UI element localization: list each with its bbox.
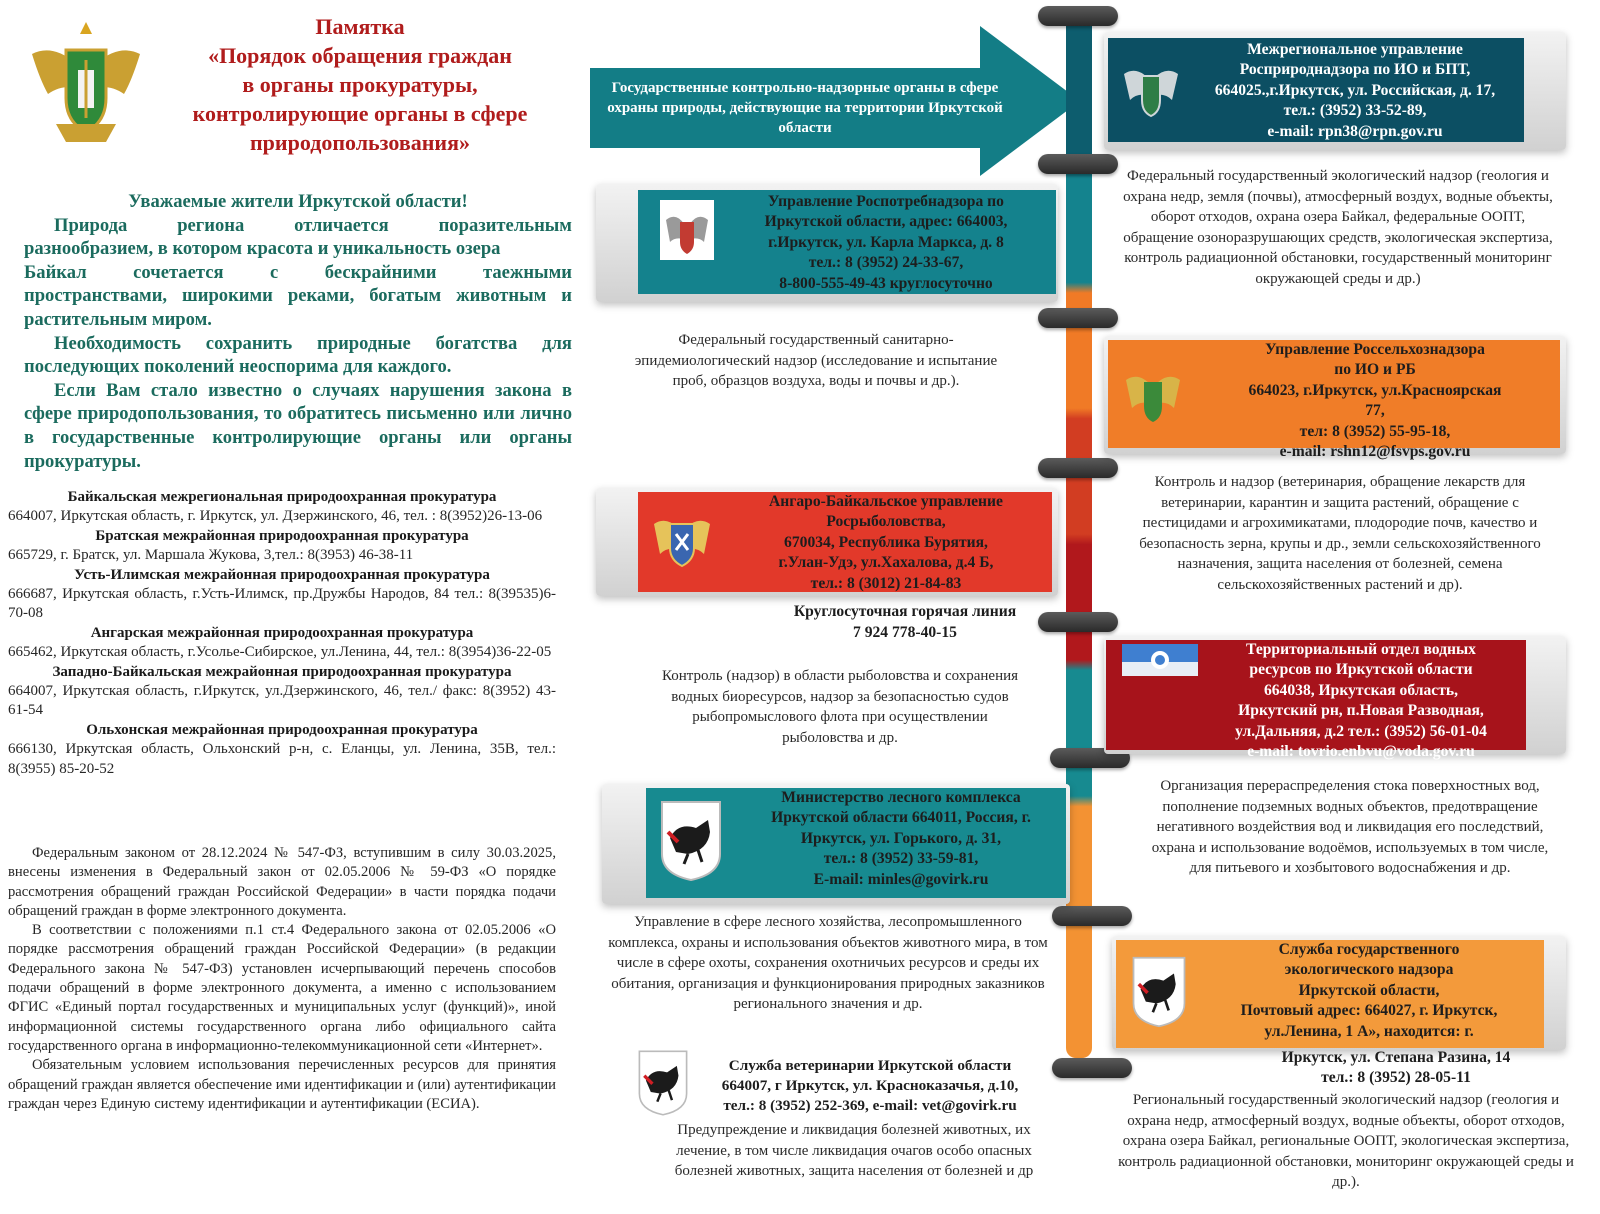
card-line: экологического надзора (1284, 961, 1454, 979)
greeting-paragraph: Необходимость сохранить природные богатства для последующих поколений неоспорима для каждого. (24, 332, 572, 378)
timeline-peg (1052, 906, 1132, 926)
timeline-peg (1038, 154, 1118, 174)
greeting-line (24, 214, 572, 238)
card-text (728, 492, 1044, 594)
card-line: ул.Ленина, 1 А», находится: г. (1264, 1022, 1474, 1040)
card-line: Росрыболовства, (826, 513, 946, 531)
law-paragraph: Федеральным законом от 28.12.2024 № 547-ФЗ, вступившим в силу 30.03.2025, внесены изменения в Федеральный закон от 02.05.2006 № 59-ФЗ «О порядке рассмотрения обращений граждан Российской Федерации» в части порядка подачи обращений граждан в форме электронного документа. (8, 845, 556, 919)
water-resources-description: Организация перераспределения стока поверхностных вод, пополнение подземных водных объектов, предотвращение негативного воздействия вод и ликвидация его последствий, охрана и использование водоёмов, используемых в том числе, для питьевого и хозбытового водоснабжения и др. (1151, 778, 1549, 877)
card-line: тел.: 8 (3952) 24-33-67, (808, 254, 964, 272)
card-line: Иркутской области, адрес: 664003, (764, 213, 1008, 231)
prosecutor-item (8, 721, 556, 779)
title-line: Памятка (315, 14, 405, 39)
law-paragraph: Обязательным условием использования перечисленных ресурсов для принятия обращений граждан является обеспечение ими идентификации и (или) аутентификации граждан через Единую систему идентификации и аутентификации (ЕСИА). (8, 1057, 556, 1112)
prosecutor-item (8, 527, 556, 566)
card-line: Почтовый адрес: 664027, г. Иркутск, (1240, 1002, 1498, 1020)
card-line: Ангаро-Байкальское управление (769, 493, 1003, 510)
card-line: Управление Роспотребнадзора по (768, 193, 1004, 210)
prosecutor-name: Усть-Илимская межрайонная природоохранная прокуратура (74, 566, 490, 583)
vet-service-card (680, 1056, 1060, 1117)
card-text (1204, 340, 1546, 462)
card-line: тел.: 8 (3952) 33-59-81, (823, 850, 979, 868)
eco-supervision-description: Региональный государственный экологический надзор (геология и охрана недр, атмосферный воздух, водные объекты, оборот отходов, охрана озера Байкал, региональные ООПТ, экологическая экспертиза, контроль радиационной обстановки, мониторинг окружающей среды и др.). (1118, 1092, 1574, 1191)
card-forest-ministry (646, 788, 1066, 898)
prosecutor-item (8, 488, 556, 527)
rospotrebnadzor-description: Федеральный государственный санитарно-эпидемиологический надзор (исследование и испытание проб, образцов воздуха, воды и почвы и др.). (634, 332, 998, 390)
forest-ministry-description: Управление в сфере лесного хозяйства, лесопромышленного комплекса, охраны и использования объектов животного мира, в том числе в сфере охоты, сохранения охотничьих ресурсов и среды их обитания, организация и функционирования природных заказников регионального значения и др. (608, 914, 1048, 1013)
timeline-peg (1038, 6, 1118, 26)
prosecutor-item (8, 566, 556, 624)
card-line: Служба государственного (1278, 941, 1460, 958)
prosecutor-item (8, 624, 556, 663)
greeting-paragraph: пространствами, широкими реками, богатым животным и растительным миром. (24, 285, 572, 330)
irkutsk-coat-of-arms-icon (1130, 954, 1188, 1030)
card-rosrybolovstvo (638, 492, 1052, 592)
card-line: 664023, г.Иркутск, ул.Красноярская (1248, 381, 1502, 399)
rosselkhoznadzor-description: Контроль и надзор (ветеринария, обращение лекарств для ветеринарии, карантин и защита растений, обращение с пестицидами и агрохимикатами, плодородие почв, качество и безопасность зерна, крупы и др., земли сельскохозяйственного назначения, защита населения от болезней, семена сельскохозяйственных растений и др). (1139, 474, 1541, 593)
card-text (738, 788, 1064, 890)
title-line: в органы прокуратуры, (242, 72, 478, 97)
card-line: Иркутск, ул. Степана Разина, 14 (1281, 1049, 1511, 1066)
card-line: г.Улан-Удэ, ул.Хахалова, д.4 Б, (778, 554, 994, 572)
greeting-word: Байкал (24, 261, 87, 283)
hotline-number: 7 924 778-40-15 (853, 624, 957, 641)
card-line: E-mail: minles@govirk.ru (813, 870, 989, 888)
card-line: Иркутск, ул. Горького, д. 31, (800, 829, 1002, 847)
card-line: тел.: 8 (3012) 21-84-83 (810, 574, 962, 592)
water-agency-logo-icon (1122, 644, 1198, 676)
card-water-resources (1106, 640, 1526, 761)
greeting-word: сочетается (133, 261, 224, 283)
prosecutor-name: Западно-Байкальская межрайонная природоохранная прокуратура (52, 663, 512, 680)
card-line: тел.: (3952) 33-52-89, (1283, 102, 1427, 120)
law-section (8, 844, 556, 1114)
memo-title (150, 12, 570, 157)
greeting-word: с (270, 261, 279, 283)
card-eco-supervision (1116, 940, 1544, 1048)
prosecutor-address: 665729, г. Братск, ул. Маршала Жукова, 3,тел.: 8(3953) 46-38-11 (8, 547, 414, 564)
prosecutor-name: Ангарская межрайонная природоохранная прокуратура (90, 624, 474, 641)
card-line: 77, (1365, 402, 1385, 420)
card-line: 664007, г Иркутск, ул. Красноказачья, д.10, (721, 1077, 1019, 1095)
card-line: тел: 8 (3952) 55-95-18, (1299, 422, 1451, 440)
card-line: 664025.,г.Иркутск, ул. Российская, д. 17, (1214, 81, 1496, 99)
prosecutor-name: Ольхонская межрайонная природоохранная прокуратура (86, 721, 478, 738)
fishery-hotline (770, 601, 1040, 643)
greeting-word: бескрайними (324, 261, 437, 283)
greeting-section (24, 190, 572, 473)
card-line: Территориальный отдел водных (1246, 641, 1476, 658)
eagle-icon (1120, 52, 1182, 124)
title-line: природопользования» (250, 130, 470, 155)
greeting-line (24, 261, 572, 285)
card-rosprirodnadzor (1108, 38, 1524, 142)
greeting-heading: Уважаемые жители Иркутской области! (128, 191, 468, 212)
prosecutor-name: Братская межрайонная природоохранная прокуратура (95, 527, 469, 544)
irkutsk-coat-of-arms-icon (658, 798, 724, 884)
timeline-peg (1038, 458, 1118, 478)
eagle-icon (660, 200, 714, 260)
greeting-word: отличается (294, 214, 389, 236)
card-line: Служба ветеринарии Иркутской области (728, 1057, 1012, 1074)
title-line: контролирующие органы в сфере (192, 101, 528, 126)
eagle-icon (1122, 358, 1184, 428)
ribbon-text: Государственные контрольно-надзорные органы в сфере охраны природы, действующие на территории Иркутской области (607, 80, 1003, 136)
card-line: Иркутской области 664011, Россия, г. (771, 809, 1031, 827)
rosrybolovstvo-description: Контроль (надзор) в области рыболовства и сохранения водных биоресурсов, надзор за безопасностью судов рыбопромыслового флота при осуществлении рыболовства и др. (661, 668, 1019, 746)
greeting-paragraph: Если Вам стало известно о случаях нарушения закона в сфере природопользования, то обратитесь письменно или лично в государственные контролирующие органы или органы прокуратуры. (24, 379, 572, 472)
title-line: «Порядок обращения граждан (208, 43, 512, 68)
prosecutor-address: 664007, Иркутская область, г.Иркутск, ул.Дзержинского, 46, тел./ факс: 8(3952) 43-61-54 (8, 683, 556, 719)
card-line: Иркутский рн, п.Новая Разводная, (1238, 702, 1484, 720)
prosecutor-item (8, 663, 556, 721)
card-line: e-mail: tovrio.enbvu@voda.gov.ru (1247, 743, 1475, 761)
card-rosselkhoznadzor (1108, 340, 1560, 461)
prosecutors-list (8, 488, 556, 779)
card-text (1186, 40, 1524, 142)
greeting-word: поразительным (438, 214, 572, 236)
timeline-peg (1038, 308, 1118, 328)
fishery-emblem-icon (650, 502, 714, 572)
prosecutor-address: 665462, Иркутская область, г.Усолье-Сибирское, ул.Ленина, 44, тел.: 8(3954)36-22-05 (8, 644, 552, 661)
card-line: тел.: 8 (3952) 28-05-11 (1321, 1069, 1471, 1087)
prosecutor-address: 666130, Иркутская область, Ольхонский р-н, с. Еланцы, ул. Ленина, 35В, тел.: 8(3955) 85-20-52 (8, 741, 556, 777)
prosecutor-address: 664007, Иркутская область, г. Иркутск, ул. Дзержинского, 46, тел. : 8(3952)26-13-06 (8, 508, 543, 525)
card-line: 664038, Иркутская область, (1263, 681, 1459, 699)
card-line: г.Иркутск, ул. Карла Маркса, д. 8 (768, 233, 1004, 251)
prosecutor-name: Байкальская межрегиональная природоохранная прокуратура (67, 489, 497, 505)
vet-service-description: Предупреждение и ликвидация болезней животных, их лечение, в том числе ликвидация очагов особо опасных болезней животных, защита населения от болезней и др (674, 1122, 1034, 1180)
greeting-line: разнообразием, в котором красота и уникальность озера (24, 238, 501, 260)
card-line: ресурсов по Иркутской области (1249, 661, 1473, 679)
prosecutor-address: 666687, Иркутская область, г.Усть-Илимск, пр.Дружбы Народов, 84 тел.: 8(39535)6-70-08 (8, 586, 556, 622)
card-text (1198, 640, 1524, 762)
card-line: e-mail: rpn38@rpn.gov.ru (1267, 122, 1443, 140)
greeting-word: таежными (482, 261, 572, 283)
card-text (1196, 940, 1542, 1042)
card-line: Министерство лесного комплекса (781, 789, 1021, 806)
card-line: Управление Россельхознадзора (1265, 341, 1485, 358)
hotline-label: Круглосуточная горячая линия (793, 603, 1017, 620)
card-line: e-mail: rshn12@fsvps.gov.ru (1279, 443, 1471, 461)
card-line: Межрегиональное управление (1247, 41, 1463, 58)
card-line: 670034, Республика Бурятия, (784, 533, 988, 551)
prosecutor-emblem-icon (22, 14, 150, 154)
card-line: по ИО и РБ (1334, 361, 1416, 379)
card-line: Иркутской области, (1298, 981, 1440, 999)
greeting-word: Природа (54, 214, 128, 236)
law-paragraph: В соответствии с положениями п.1 ст.4 Федерального закона от 02.05.2006 «О порядке рассмотрения обращений граждан Российской Федерации» (в редакции Федерального закона № 547-ФЗ) установлен исчерпывающий перечень способов подачи обращений в форме электронного документа, а именно с использованием ФГИС «Единый портал государственных и муниципальных услуг (функций)», иной информационной системы государственного органа либо официального сайта государственного органа в информационно-телекоммуникационной сети «Интернет». (8, 922, 556, 1054)
card-line: ул.Дальняя, д.2 тел.: (3952) 56-01-04 (1235, 722, 1487, 740)
card-line: 8-800-555-49-43 круглосуточно (779, 274, 993, 292)
timeline-peg (1052, 1058, 1132, 1078)
greeting-word: региона (177, 214, 245, 236)
card-line: тел.: 8 (3952) 252-369, e-mail: vet@govirk.ru (723, 1097, 1017, 1115)
rosprirodnadzor-description: Федеральный государственный экологический надзор (геология и охрана недр, земля (почвы), атмосферный воздух, водные объекты, оборот отходов, охрана озера Байкал, федеральные ООПТ, обращение озоноразрушающих средств, экологическая экспертиза, контроль радиационной обстановки, государственный мониторинг окружающей среды и др.) (1123, 168, 1553, 287)
card-rospotrebnadzor (638, 190, 1056, 294)
timeline-peg (1038, 612, 1118, 632)
eco-supervision-address (1226, 1048, 1566, 1090)
card-text (726, 192, 1046, 294)
card-line: Росприроднадзора по ИО и БПТ, (1239, 61, 1471, 79)
